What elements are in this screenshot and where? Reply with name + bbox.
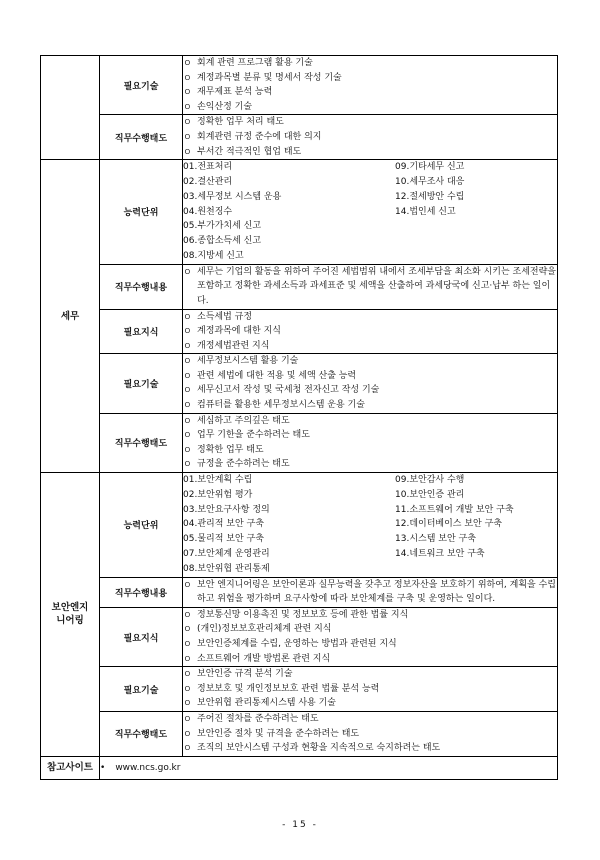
list-item-text: 컴퓨터를 활용한 세무정보시스템 운용 기술 bbox=[197, 400, 365, 411]
circle-bullet-icon: ㅇ bbox=[183, 341, 192, 352]
circle-bullet-icon: ㅇ bbox=[183, 88, 192, 99]
unit-item: 09.기타세무 신고 bbox=[395, 162, 465, 173]
table-row bbox=[41, 473, 558, 578]
table-row bbox=[41, 711, 558, 756]
competency-units bbox=[183, 473, 557, 577]
category-cell: 보안엔지 니어링 bbox=[41, 473, 100, 757]
row-label: 필요지식 bbox=[100, 309, 183, 354]
list-item-text: 정보통신망 이용촉진 및 정보보호 등에 관한 법률 지식 bbox=[197, 609, 409, 620]
units-column-right bbox=[395, 473, 557, 577]
list-item-text: 보안인증 절차 및 규격을 준수하려는 태도 bbox=[197, 728, 360, 739]
circle-bullet-icon: ㅇ bbox=[183, 431, 192, 442]
unit-item: 04.관리적 보안 구축 bbox=[183, 519, 264, 530]
circle-bullet-icon: ㅇ bbox=[183, 401, 192, 412]
list-item-text: 정확한 업무 처리 태도 bbox=[197, 117, 284, 128]
list-item bbox=[183, 608, 557, 623]
circle-bullet-icon: ㅇ bbox=[183, 654, 192, 665]
category-cell: 세무 bbox=[41, 160, 100, 473]
row-content bbox=[183, 309, 558, 354]
list-item-text: 소득세법 규정 bbox=[197, 311, 253, 322]
row-content bbox=[183, 354, 558, 413]
row-content bbox=[183, 577, 558, 607]
list-item bbox=[183, 457, 557, 472]
unit-item: 01.보안계획 수립 bbox=[183, 475, 253, 486]
circle-bullet-icon: ㅇ bbox=[183, 386, 192, 397]
list-item bbox=[183, 56, 557, 71]
table-row bbox=[41, 56, 558, 115]
circle-bullet-icon: ㅇ bbox=[183, 59, 192, 69]
list-item-text: 조직의 보안시스템 구성과 현황을 지속적으로 숙지하려는 태도 bbox=[197, 743, 441, 754]
list-item bbox=[183, 443, 557, 458]
list-item bbox=[183, 130, 557, 145]
competency-units bbox=[183, 160, 557, 264]
list-item bbox=[183, 637, 557, 652]
row-content bbox=[183, 160, 558, 265]
list-item bbox=[183, 578, 557, 607]
list-item-text: 세무신고서 작성 및 국세청 전자신고 작성 기술 bbox=[197, 385, 380, 396]
row-label: 필요기술 bbox=[100, 56, 183, 115]
list-item-text: 계정과목에 대한 지식 bbox=[197, 326, 281, 337]
reference-label: 참고사이트 bbox=[41, 756, 100, 779]
list-item-text: 보안위협 관리통제시스템 사용 기술 bbox=[197, 698, 336, 709]
list-item bbox=[183, 100, 557, 115]
ncs-table bbox=[40, 55, 558, 780]
circle-bullet-icon: ㅇ bbox=[183, 147, 192, 158]
row-label: 필요지식 bbox=[100, 607, 183, 666]
list-item-text: 보안인증체계를 수립, 운영하는 방법과 관련된 지식 bbox=[197, 639, 397, 649]
category-cell bbox=[41, 56, 100, 160]
circle-bullet-icon: ㅇ bbox=[183, 267, 192, 278]
row-label: 직무수행태도 bbox=[100, 711, 183, 756]
unit-item: 05.물리적 보안 구축 bbox=[183, 534, 264, 545]
unit-item: 14.네트워크 보안 구축 bbox=[395, 549, 485, 560]
circle-bullet-icon: ㅇ bbox=[183, 118, 192, 129]
circle-bullet-icon: ㅇ bbox=[183, 640, 192, 650]
list-item-text: 보안 엔지니어링은 보안이론과 실무능력을 갖추고 정보자산을 보호하기 위하여, 계획을 수립하고 위험을 평가하며 요구사항에 따라 보안체계를 구축 및 운영하는 일이다. bbox=[197, 579, 556, 605]
table-row bbox=[41, 115, 558, 160]
list-item-text: 재무제표 분석 능력 bbox=[197, 87, 273, 98]
list-item bbox=[183, 265, 557, 309]
circle-bullet-icon: ㅇ bbox=[183, 744, 192, 755]
list-item bbox=[183, 428, 557, 443]
list-item bbox=[183, 369, 557, 384]
list-item-text: 주어진 절차를 준수하려는 태도 bbox=[197, 713, 319, 724]
row-label: 능력단위 bbox=[100, 160, 183, 265]
units-column-right bbox=[395, 160, 557, 264]
circle-bullet-icon: ㅇ bbox=[183, 327, 192, 338]
list-item-text: 소프트웨어 개발 방법론 관련 지식 bbox=[197, 653, 331, 664]
row-content bbox=[183, 607, 558, 666]
circle-bullet-icon: ㅇ bbox=[183, 625, 192, 636]
table-row bbox=[41, 577, 558, 607]
units-column-left bbox=[183, 160, 395, 264]
row-label: 필요기술 bbox=[100, 667, 183, 712]
unit-item: 05.부가가치세 신고 bbox=[183, 221, 262, 232]
circle-bullet-icon: ㅇ bbox=[183, 729, 192, 740]
table-row bbox=[41, 413, 558, 472]
circle-bullet-icon: ㅇ bbox=[183, 312, 192, 323]
unit-item: 02.결산관리 bbox=[183, 176, 233, 187]
table-row bbox=[41, 667, 558, 712]
list-item bbox=[183, 145, 557, 160]
circle-bullet-icon: ㅇ bbox=[183, 102, 192, 113]
row-content bbox=[183, 413, 558, 472]
list-item-text: 세심하고 주의깊은 태도 bbox=[197, 415, 290, 426]
circle-bullet-icon: ㅇ bbox=[183, 132, 192, 143]
table-row bbox=[41, 354, 558, 413]
list-item bbox=[183, 652, 557, 667]
list-item-text: 업무 기한을 준수하려는 태도 bbox=[197, 430, 310, 441]
circle-bullet-icon: ㅇ bbox=[183, 684, 192, 695]
circle-bullet-icon: ㅇ bbox=[183, 714, 192, 725]
unit-item: 10.보안인증 관리 bbox=[395, 489, 465, 500]
table-row bbox=[41, 309, 558, 354]
list-item bbox=[183, 667, 557, 682]
circle-bullet-icon: ㅇ bbox=[183, 580, 192, 591]
list-item bbox=[183, 85, 557, 100]
unit-item: 06.종합소득세 신고 bbox=[183, 236, 262, 247]
list-item bbox=[183, 622, 557, 637]
list-item-text: 부서간 적극적인 협업 태도 bbox=[197, 146, 302, 157]
list-item-text: 회계 관련 프로그램 활용 기술 bbox=[197, 58, 313, 68]
unit-item: 03.보안요구사항 정의 bbox=[183, 504, 270, 515]
row-content bbox=[183, 667, 558, 712]
list-item bbox=[183, 339, 557, 354]
list-item bbox=[183, 727, 557, 742]
units-column-left bbox=[183, 473, 395, 577]
list-item-text: 정확한 업무 태도 bbox=[197, 444, 264, 455]
table-row bbox=[41, 160, 558, 265]
circle-bullet-icon: ㅇ bbox=[183, 416, 192, 427]
list-item bbox=[183, 383, 557, 398]
row-label: 능력단위 bbox=[100, 473, 183, 578]
unit-item: 03.세무정보 시스템 운용 bbox=[183, 191, 282, 202]
list-item-text: 보안인증 규격 분석 기술 bbox=[197, 669, 293, 680]
row-label: 직무수행내용 bbox=[100, 577, 183, 607]
unit-item: 14.법인세 신고 bbox=[395, 206, 456, 217]
circle-bullet-icon: ㅇ bbox=[183, 699, 192, 710]
unit-item: 08.지방세 신고 bbox=[183, 250, 244, 261]
list-item bbox=[183, 414, 557, 429]
list-item-text: 개정세법관련 지식 bbox=[197, 340, 270, 351]
reference-row bbox=[41, 756, 558, 779]
list-item-text: 관련 세법에 대한 적용 및 세액 산출 능력 bbox=[197, 370, 357, 381]
row-label: 직무수행태도 bbox=[100, 413, 183, 472]
dot-bullet-icon: • bbox=[100, 762, 106, 773]
unit-item: 01.전표처리 bbox=[183, 162, 233, 173]
list-item bbox=[183, 354, 557, 369]
list-item-text: 회계관련 규정 준수에 대한 의지 bbox=[197, 131, 322, 142]
list-item-text: 손익산정 기술 bbox=[197, 101, 253, 112]
circle-bullet-icon: ㅇ bbox=[183, 445, 192, 456]
list-item-text: 계정과목별 분류 및 명세서 작성 기술 bbox=[197, 72, 342, 83]
list-item bbox=[183, 324, 557, 339]
row-content bbox=[183, 115, 558, 160]
table-row bbox=[41, 607, 558, 666]
unit-item: 12.절세방안 수립 bbox=[395, 191, 465, 202]
row-label: 직무수행내용 bbox=[100, 264, 183, 309]
unit-item: 11.소프트웨어 개발 보안 구축 bbox=[395, 504, 514, 515]
list-item bbox=[183, 682, 557, 697]
row-content bbox=[183, 711, 558, 756]
row-content bbox=[183, 473, 558, 578]
unit-item: 04.원천징수 bbox=[183, 206, 233, 217]
row-label: 필요기술 bbox=[100, 354, 183, 413]
unit-item: 12.데이터베이스 보안 구축 bbox=[395, 519, 502, 530]
circle-bullet-icon: ㅇ bbox=[183, 371, 192, 382]
circle-bullet-icon: ㅇ bbox=[183, 73, 192, 84]
circle-bullet-icon: ㅇ bbox=[183, 357, 192, 368]
list-item bbox=[183, 696, 557, 711]
reference-content bbox=[100, 756, 558, 779]
list-item bbox=[183, 741, 557, 756]
circle-bullet-icon: ㅇ bbox=[183, 610, 192, 621]
unit-item: 08.보안위협 관리통제 bbox=[183, 563, 270, 574]
unit-item: 02.보안위험 평가 bbox=[183, 489, 253, 500]
row-content bbox=[183, 264, 558, 309]
unit-item: 09.보안감사 수행 bbox=[395, 475, 465, 486]
page-number: - 15 - bbox=[282, 820, 318, 830]
row-label: 직무수행태도 bbox=[100, 115, 183, 160]
circle-bullet-icon: ㅇ bbox=[183, 460, 192, 471]
list-item bbox=[183, 71, 557, 86]
unit-item: 07.보안체계 운영관리 bbox=[183, 549, 270, 560]
list-item bbox=[183, 115, 557, 130]
list-item bbox=[183, 310, 557, 325]
list-item-text: 세무는 기업의 활동을 위하여 주어진 세법범위 내에서 조세부담을 최소화 시키는 조세전략을 포함하고 정확한 과세소득과 과세표준 및 세액을 산출하여 과세당국에 신고·납부 하는 일이다. bbox=[197, 266, 556, 306]
table-row bbox=[41, 264, 558, 309]
circle-bullet-icon: ㅇ bbox=[183, 670, 192, 681]
list-item-text: 규정을 준수하려는 태도 bbox=[197, 459, 290, 470]
list-item bbox=[183, 712, 557, 727]
list-item-text: 세무정보시스템 활용 기술 bbox=[197, 356, 299, 367]
list-item-text: (개인)정보보호관리체계 관련 지식 bbox=[197, 624, 332, 635]
reference-link[interactable]: www.ncs.go.kr bbox=[115, 762, 181, 773]
list-item-text: 정보보호 및 개인정보보호 관련 법률 분석 능력 bbox=[197, 683, 380, 694]
unit-item: 13.시스템 보안 구축 bbox=[395, 534, 476, 545]
row-content bbox=[183, 56, 558, 115]
list-item bbox=[183, 398, 557, 413]
unit-item: 10.세무조사 대응 bbox=[395, 176, 465, 187]
